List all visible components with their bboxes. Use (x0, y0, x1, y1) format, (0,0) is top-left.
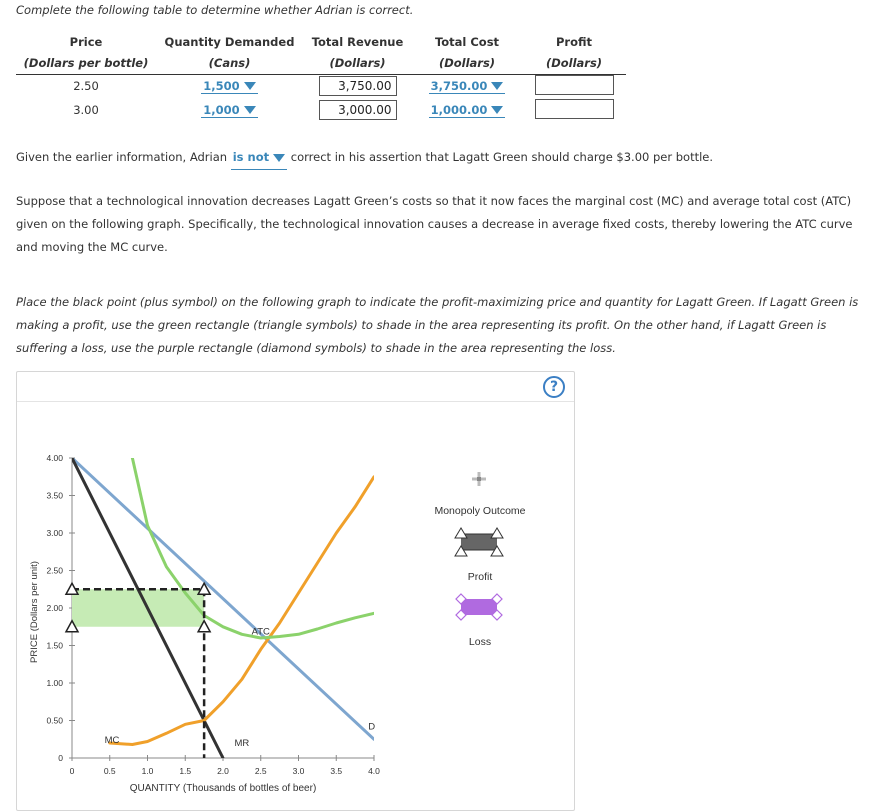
quantity-value: 1,500 (203, 78, 240, 93)
col-subheader-price: (Dollars per bottle) (16, 52, 156, 74)
y-tick-label: 2.50 (46, 565, 63, 576)
col-header-profit: Profit (555, 35, 593, 49)
quantity-value: 1,000 (203, 102, 240, 117)
chevron-down-icon (491, 106, 503, 114)
price-cell: 3.00 (73, 103, 99, 117)
total-cost-value: 3,750.00 (430, 78, 488, 93)
chevron-down-icon (244, 106, 256, 114)
x-tick-label: 4.0 (368, 766, 380, 776)
graph-instructions: Place the black point (plus symbol) on the following graph to indicate the profit-maximizing price and quantity for Lagatt Green. If Lagatt Green is making a profit, use the green rectangle (triangle symbols) to shade in the area representing its profit. On the other hand, if Lagatt Green is suffering a loss, use the purple rectangle (diamond symbols) to shade in the area representing the loss. (16, 295, 859, 355)
profit-tool[interactable] (455, 528, 503, 583)
help-icon[interactable]: ? (543, 376, 565, 398)
total-cost-dropdown[interactable] (429, 103, 506, 118)
x-tick-label: 1.5 (179, 766, 192, 776)
chevron-down-icon (273, 154, 285, 162)
loss-tool[interactable] (456, 594, 502, 648)
instruction-text: Complete the following table to determine whether Adrian is correct. (16, 3, 414, 17)
assertion-before: Given the earlier information, Adrian (16, 150, 228, 164)
table-row (16, 74, 626, 98)
scenario-paragraph: Suppose that a technological innovation decreases Lagatt Green’s costs so that it now faces the marginal cost (MC) and average total cost (ATC) given on the following graph. Specifically, the technological innovation causes a decrease in average fixed costs, thereby lowering the ATC curve and moving the MC curve. (16, 194, 853, 254)
x-tick-label: 3.5 (330, 766, 343, 776)
cost-table (16, 32, 626, 122)
table-row (16, 98, 626, 122)
assertion-after: correct in his assertion that Lagatt Green should charge $3.00 per bottle. (290, 150, 714, 164)
col-header-cost: Total Cost (434, 35, 500, 49)
y-tick-label: 2.00 (46, 603, 63, 613)
y-tick-label: 1.50 (46, 640, 63, 651)
profit-rectangle-icon (455, 528, 503, 556)
col-header-revenue: Total Revenue (311, 35, 404, 49)
profit-input[interactable] (535, 75, 614, 95)
quantity-dropdown[interactable] (201, 103, 257, 118)
atc-curve-label: ATC (251, 626, 270, 638)
profit-area (72, 589, 204, 627)
col-header-price: Price (69, 35, 103, 49)
mc-curve-label: MC (104, 735, 120, 746)
assertion-sentence (16, 146, 876, 170)
y-tick-label: 4.00 (46, 453, 63, 463)
col-subheader-profit: (Dollars) (522, 52, 626, 74)
loss-label: Loss (468, 636, 492, 648)
demand-curve-label: D (368, 721, 376, 733)
x-tick-label: 3.0 (292, 766, 305, 776)
chevron-down-icon (491, 82, 503, 90)
x-tick-label: 0.5 (103, 766, 116, 776)
col-subheader-quantity: (Cans) (156, 52, 303, 74)
price-cell: 2.50 (73, 79, 99, 94)
loss-rectangle-icon (456, 594, 502, 620)
x-tick-label: 2.0 (217, 766, 229, 776)
graph-canvas[interactable] (17, 372, 574, 810)
profit-input[interactable] (535, 99, 614, 119)
mr-curve-label: MR (234, 738, 250, 749)
total-cost-value: 1,000.00 (430, 102, 488, 117)
x-tick-label: 1.0 (141, 766, 154, 776)
monopoly-outcome-tool[interactable] (434, 472, 525, 517)
assertion-dropdown[interactable] (231, 146, 287, 170)
y-axis-label: PRICE (Dollars per unit) (29, 561, 40, 663)
y-tick-label: 3.50 (46, 490, 63, 501)
col-header-quantity: Quantity Demanded (164, 35, 295, 49)
col-subheader-cost: (Dollars) (412, 52, 522, 74)
y-tick-label: 3.00 (46, 528, 63, 538)
graph-panel (16, 371, 575, 811)
revenue-input[interactable]: 3,750.00 (319, 76, 397, 96)
total-cost-dropdown[interactable] (429, 79, 506, 94)
revenue-input[interactable]: 3,000.00 (319, 100, 397, 120)
col-subheader-revenue: (Dollars) (303, 52, 412, 74)
assertion-choice: is not (232, 150, 270, 164)
y-tick-label: 1.00 (46, 678, 63, 688)
x-axis-label: QUANTITY (Thousands of bottles of beer) (129, 783, 317, 794)
y-tick-label: 0.50 (46, 715, 63, 726)
x-tick-label: 2.5 (254, 766, 267, 776)
profit-label: Profit (467, 571, 493, 583)
chevron-down-icon (244, 82, 256, 90)
y-tick-label: 0 (58, 753, 63, 763)
plus-icon (472, 472, 486, 486)
quantity-dropdown[interactable] (201, 79, 257, 94)
monopoly-outcome-label: Monopoly Outcome (434, 505, 526, 517)
x-tick-label: 0 (69, 766, 75, 776)
